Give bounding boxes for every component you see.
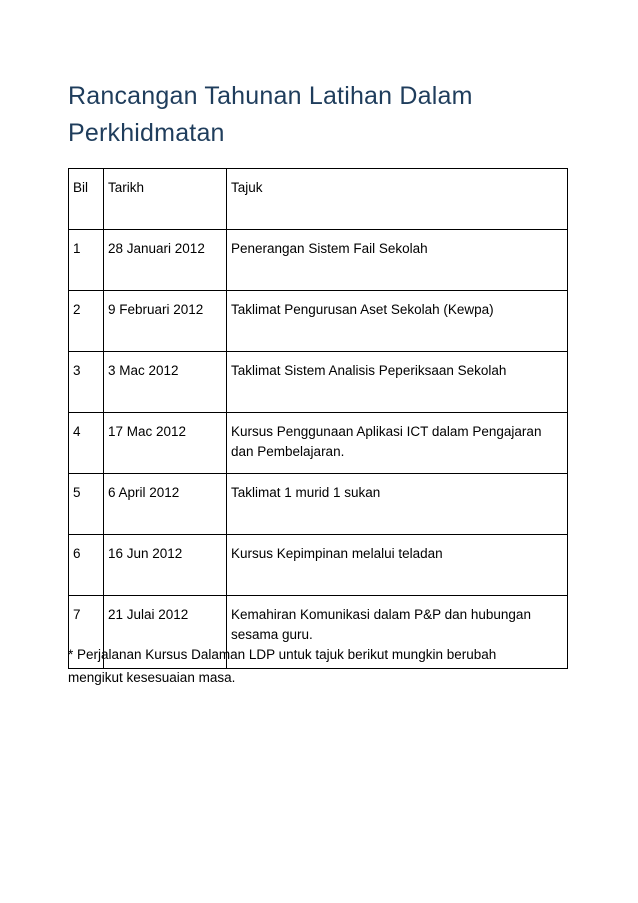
cell-bil: 2 [69,291,104,352]
cell-tarikh: 16 Jun 2012 [104,535,227,596]
cell-tajuk: Taklimat Sistem Analisis Peperiksaan Sekolah [227,352,568,413]
cell-bil: 3 [69,352,104,413]
cell-tarikh: 6 April 2012 [104,474,227,535]
table-row [69,352,568,413]
cell-tarikh: 9 Februari 2012 [104,291,227,352]
cell-bil: 1 [69,230,104,291]
footnote: * Perjalanan Kursus Dalaman LDP untuk tajuk berikut mungkin berubah mengikut kesesuaian masa. [68,647,497,685]
cell-tajuk: Kursus Penggunaan Aplikasi ICT dalam Pengajaran dan Pembelajaran. [227,413,568,474]
header-tajuk: Tajuk [227,169,568,230]
cell-bil: 5 [69,474,104,535]
table-header-row [69,169,568,230]
cell-tajuk: Kemahiran Komunikasi dalam P&P dan hubungan sesama guru. [227,596,568,669]
cell-tarikh: 17 Mac 2012 [104,413,227,474]
cell-tajuk: Taklimat Pengurusan Aset Sekolah (Kewpa) [227,291,568,352]
cell-tajuk: Taklimat 1 murid 1 sukan [227,474,568,535]
cell-tarikh: 28 Januari 2012 [104,230,227,291]
cell-bil: 4 [69,413,104,474]
cell-tajuk: Kursus Kepimpinan melalui teladan [227,535,568,596]
training-plan-table [68,168,568,669]
cell-bil: 7 [69,596,104,669]
header-tarikh: Tarikh [104,169,227,230]
cell-tarikh: 21 Julai 2012 [104,596,227,669]
table-row [69,291,568,352]
table-row [69,413,568,474]
cell-tajuk: Penerangan Sistem Fail Sekolah [227,230,568,291]
cell-bil: 6 [69,535,104,596]
header-bil: Bil [69,169,104,230]
page-title: Rancangan Tahunan Latihan Dalam Perkhidmatan [68,82,473,147]
table-row [69,230,568,291]
table-row [69,535,568,596]
table-row [69,474,568,535]
cell-tarikh: 3 Mac 2012 [104,352,227,413]
